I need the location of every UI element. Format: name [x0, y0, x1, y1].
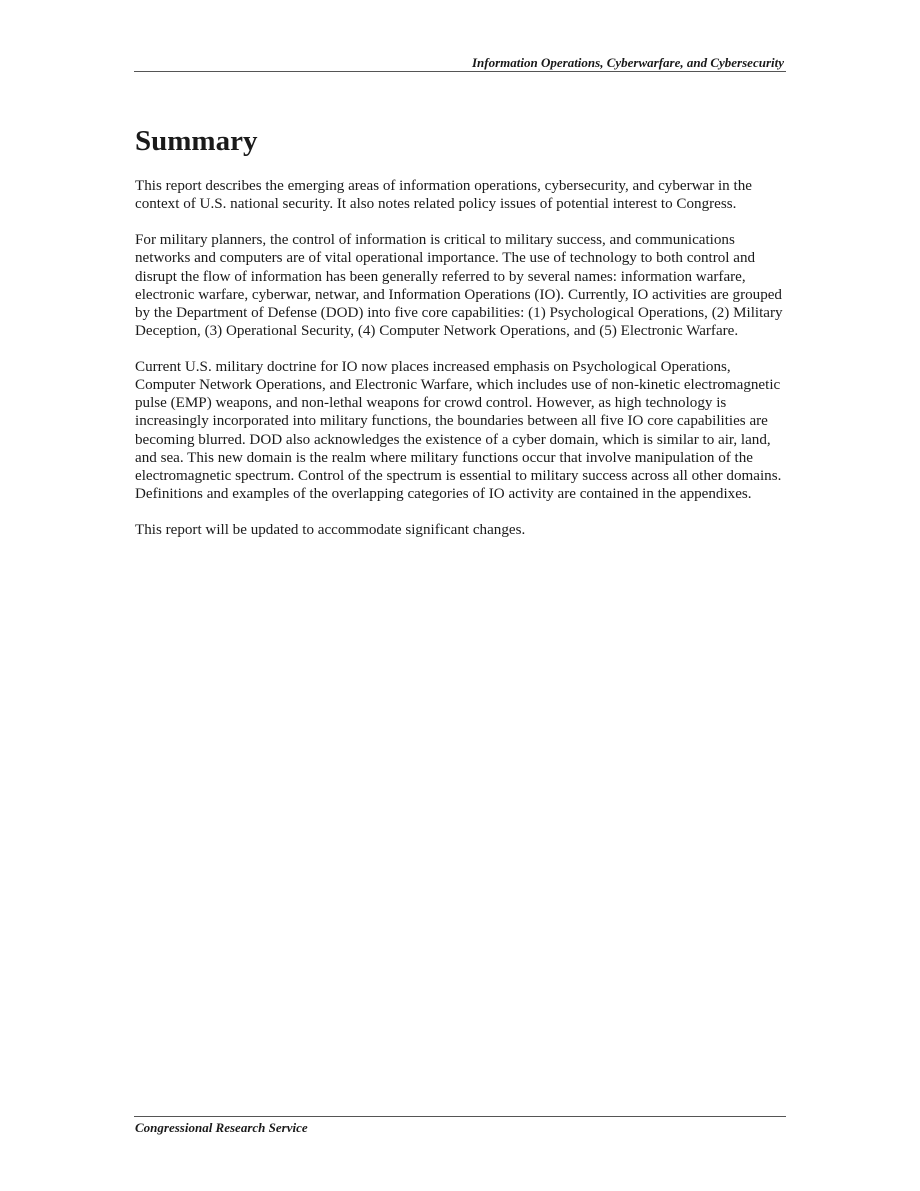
summary-paragraph-3: Current U.S. military doctrine for IO now places increased emphasis on Psychological Operations, Computer Network Operations, and Electronic Warfare, which includes use of non-kinetic electromagnetic pulse (EMP) weapons, and non-lethal weapons for crowd control. However, as high technology is increasingly incorporated into military functions, the boundaries between all five IO core capabilities are becoming blurred. DOD also acknowledges the existence of a cyber domain, which is similar to air, land, and sea. This new domain is the realm where military functions occur that involve manipulation of the electromagnetic spectrum. Control of the spectrum is essential to military success across all other domains. Definitions and examples of the overlapping categories of IO activity are contained in the appendixes.	[135, 359, 782, 502]
running-title: Information Operations, Cyberwarfare, and Cybersecurity	[471, 55, 784, 70]
summary-paragraph-4: This report will be updated to accommodate significant changes.	[135, 522, 526, 539]
summary-heading: Summary	[135, 125, 258, 157]
summary-paragraph-2: For military planners, the control of information is critical to military success, and communications networks and computers are of vital operational importance. The use of technology to both control and disrupt the flow of information has been generally referred to by several names: information warfare, electronic warfare, cyberwar, netwar, and Information Operations (IO). Currently, IO activities are grouped by the Department of Defense (DOD) into five core capabilities: (1) Psychological Operations, (2) Military Deception, (3) Operational Security, (4) Computer Network Operations, and (5) Electronic Warfare.	[135, 232, 783, 339]
footer-rule	[134, 1116, 786, 1117]
summary-paragraph-1: This report describes the emerging areas of information operations, cybersecurity, and cyberwar in the context of U.S. national security. It also notes related policy issues of potential interest to Congress.	[135, 178, 752, 213]
summary-body	[135, 177, 787, 557]
footer-organization: Congressional Research Service	[135, 1120, 308, 1135]
page-header	[134, 54, 786, 72]
